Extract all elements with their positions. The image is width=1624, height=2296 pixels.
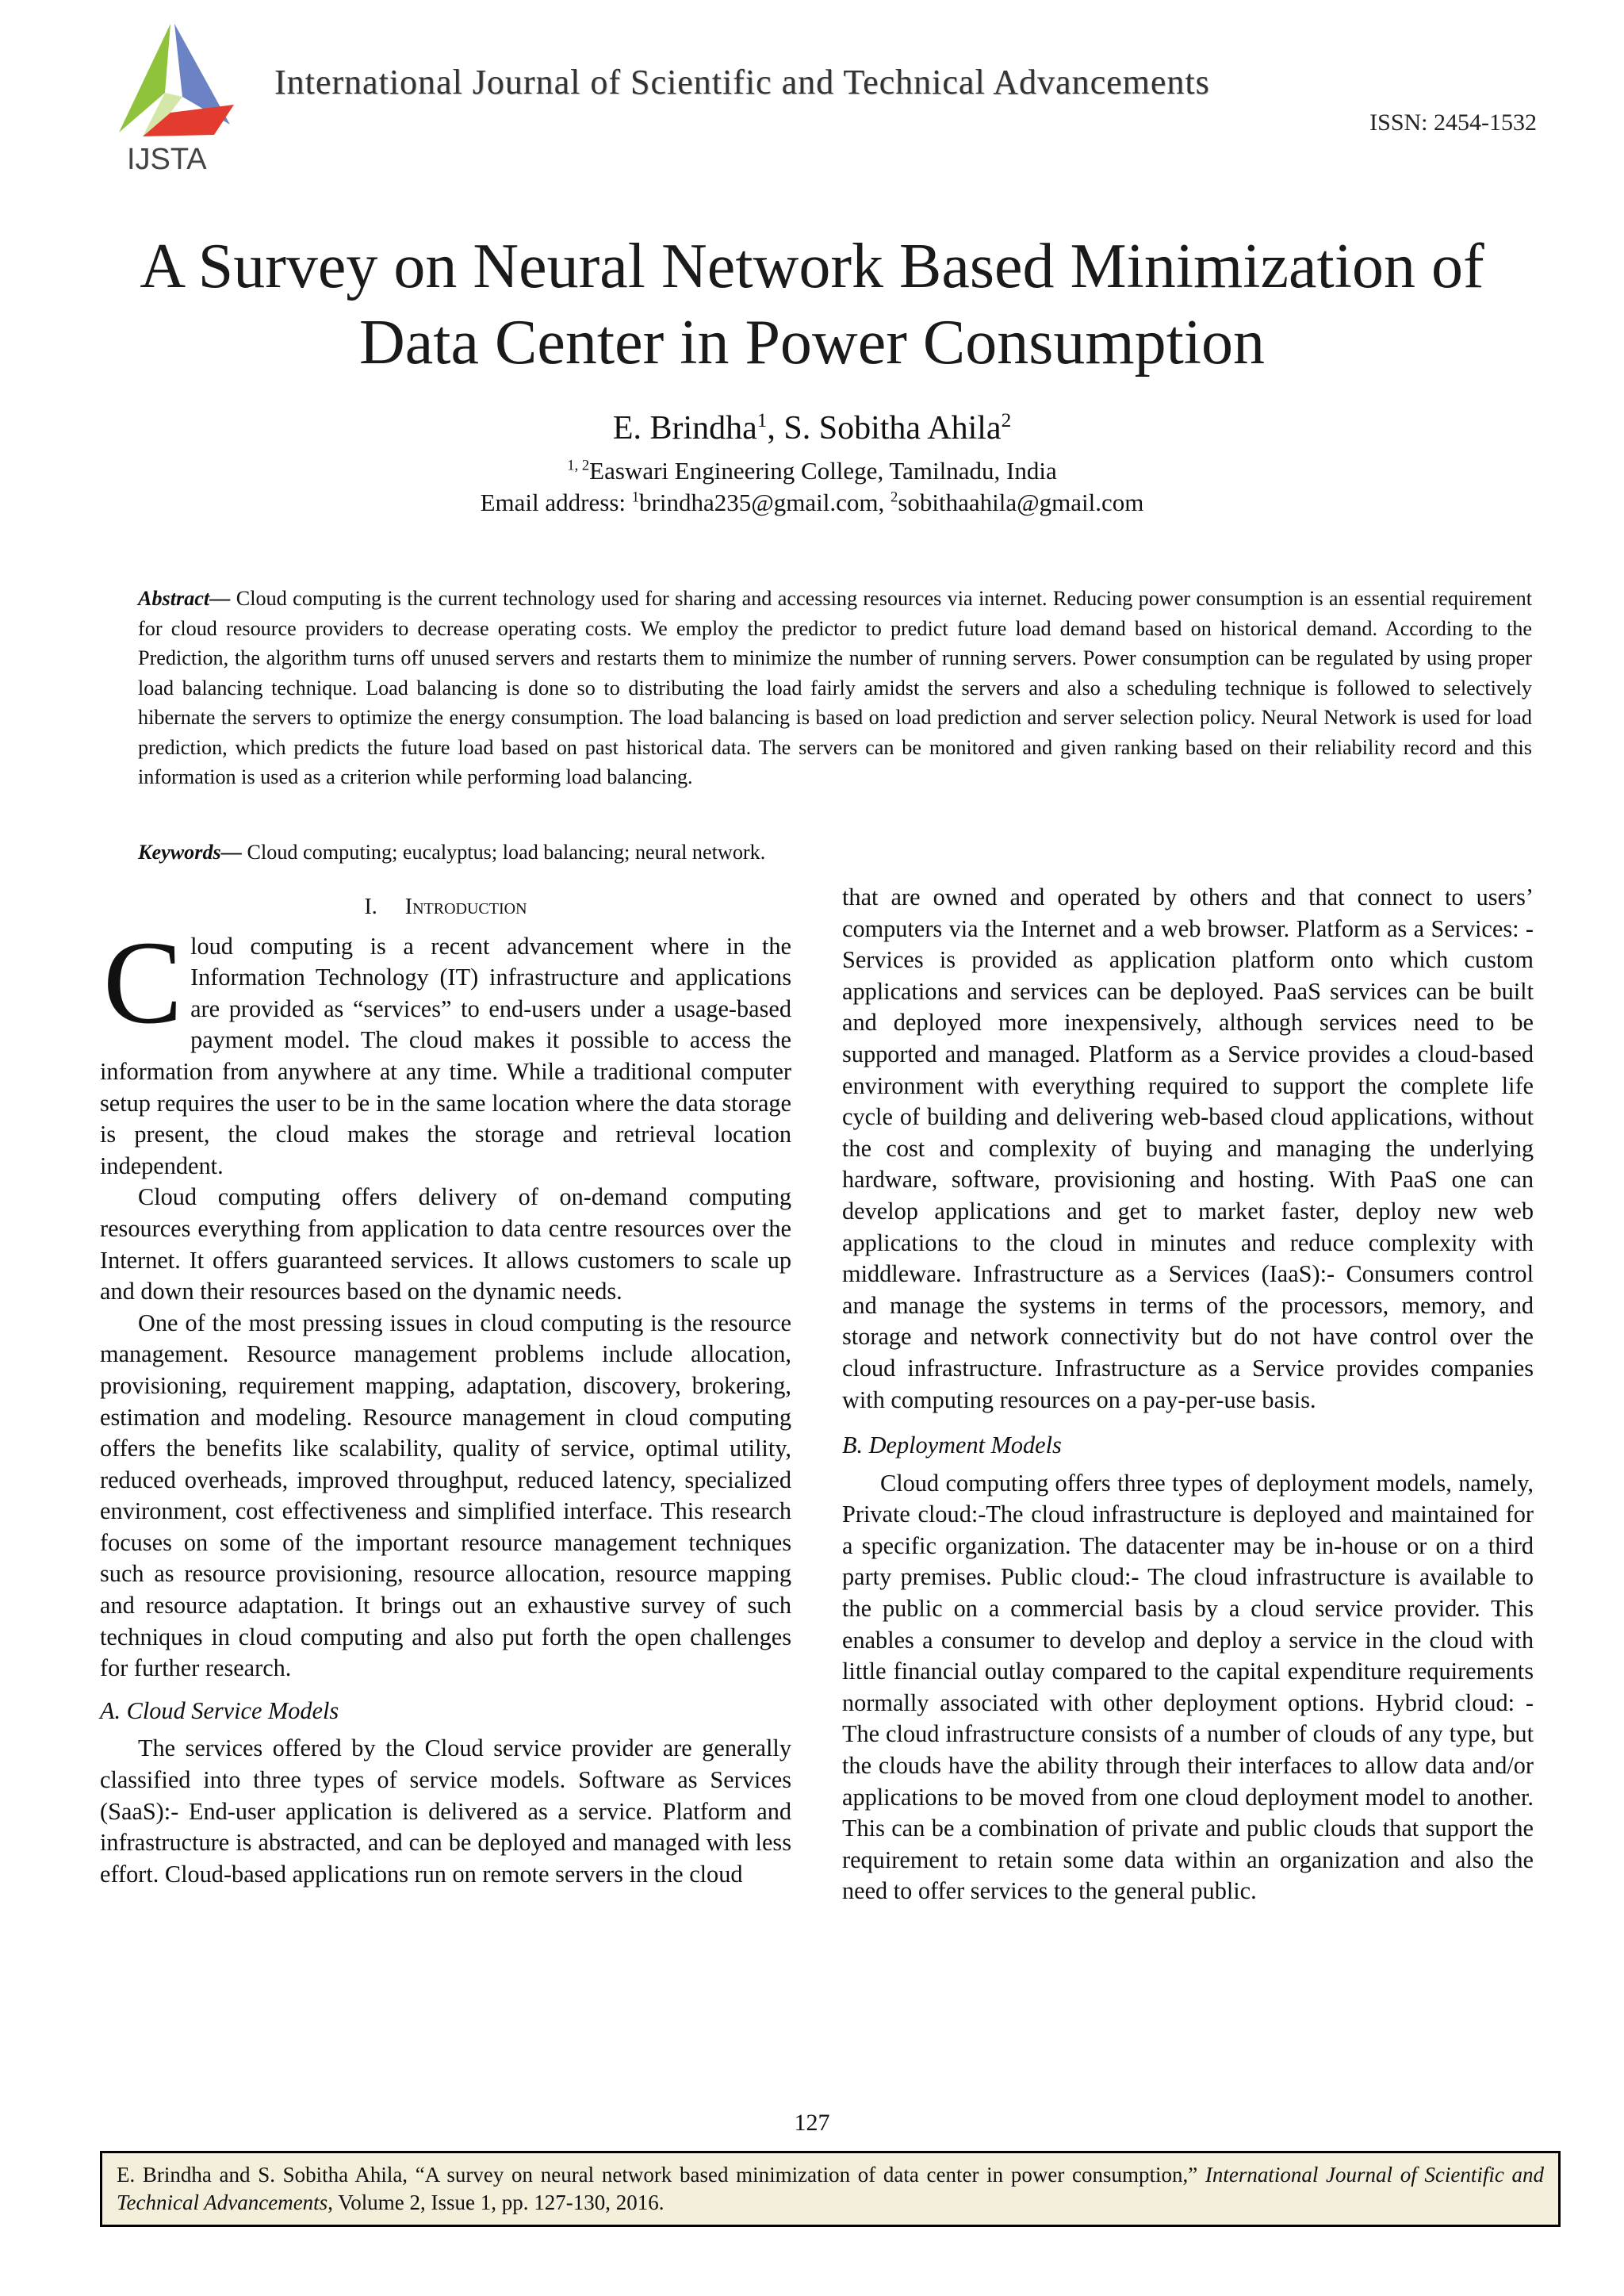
right-column — [842, 882, 1534, 1907]
keywords — [138, 838, 1532, 868]
paragraph-text: loud computing is a recent advancement where in the Information Technology (IT) infrastructure and applications are provided as “services” to end-users under a usage-based payment model. The cloud makes it possible to access the information from anywhere at any time. While a traditional computer setup requires the user to be in the same location where the data storage is present, the cloud makes the storage and retrieval location independent. — [100, 932, 791, 1179]
issn: ISSN: 2454-1532 — [1369, 109, 1537, 136]
subsection-heading-a: A. Cloud Service Models — [100, 1696, 339, 1724]
drop-cap: C — [103, 916, 183, 1048]
intro-paragraph-2: Cloud computing offers delivery of on-demand computing resources everything from application to data centre resources over the Internet. It offers guaranteed services. It allows customers to scale up and down their resources based on the dynamic needs. — [100, 1183, 791, 1305]
keywords-lead: Keywords— — [138, 841, 242, 864]
service-models-paragraph-continued: that are owned and operated by others and that connect to users’ computers via the Internet and a web browser. Platform as a Services: - Services is provided as application platform onto which custom applications and services can be deployed. PaaS services can be built and deployed more inexpensively, although services need to be supported and managed. Platform as a Service provides a cloud-based environment with everything required to support the complete life cycle of building and delivering web-based cloud applications, without the cost and complexity of buying and managing the underlying hardware, software, provisioning and hosting. With PaaS one can develop applications and get to market faster, deploy new web applications to the cloud in minutes and reduce complexity with middleware. Infrastructure as a Services (IaaS):- Consumers control and manage the systems in terms of the processors, memory, and storage and network connectivity but do not have control over the cloud infrastructure. Infrastructure as a Service provides companies with computing resources on a pay-per-use basis. — [842, 884, 1534, 1413]
section-number: I. — [364, 895, 377, 919]
paper-title — [79, 228, 1545, 381]
author-separator: , — [767, 410, 784, 447]
email-line — [0, 489, 1624, 517]
citation-details: , Volume 2, Issue 1, pp. 127-130, 2016. — [327, 2191, 665, 2214]
email-link[interactable]: brindha235@gmail.com, — [639, 489, 891, 516]
logo-text: IJSTA — [127, 143, 207, 176]
affiliation-mark: 1, 2 — [567, 457, 590, 474]
intro-paragraph-3: One of the most pressing issues in cloud computing is the resource management. Resource management problems include allocation, provisioning, requirement mapping, adaptation, discovery, brokering, estimation and modeling. Resource management in cloud computing offers the benefits like scalability, quality of service, optimal utility, reduced overheads, improved throughput, reduced latency, specialized environment, cost effectiveness and simplified interface. This research focuses on some of the important resource management techniques such as resource provisioning, resource allocation, resource mapping and resource adaptation. It brings out an exhaustive survey of such techniques in cloud computing and also put forth the open challenges for further research. — [100, 1309, 791, 1682]
page-number: 127 — [794, 2110, 830, 2136]
email-mark: 1 — [631, 489, 640, 506]
citation-box — [100, 2151, 1561, 2227]
abstract-text: Cloud computing is the current technology used for sharing and accessing resources via internet. Reducing power consumption is an essential requirement for cloud resource providers to decrease operating costs. We employ the predictor to predict future load demand based on historical demand. According to the Prediction, the algorithm turns off unused servers and restarts them to minimize the number of running servers. Power consumption can be regulated by using proper load balancing technique. Load balancing is done so to distributing the load fairly amidst the servers and also a scheduling technique is followed to selectively hibernate the servers to optimize the energy consumption. The load balancing is based on load prediction and server selection policy. Neural Network is used for load prediction, which predicts the future load based on past historical data. The servers can be monitored and given ranking based on their reliability record and this information is used as a criterion while performing load balancing. — [138, 587, 1532, 788]
affiliation — [0, 457, 1624, 485]
email-label: Email address: — [480, 489, 632, 516]
author-name: E. Brindha — [612, 410, 757, 447]
subsection-heading-b: B. Deployment Models — [842, 1432, 1062, 1459]
journal-name: International Journal of Scientific and Technical Advancements — [274, 63, 1210, 102]
author-affil-mark: 1 — [756, 410, 768, 431]
section-heading — [100, 891, 791, 923]
email-link[interactable]: sobithaahila@gmail.com — [898, 489, 1144, 516]
title-line-1: A Survey on Neural Network Based Minimization of — [140, 232, 1484, 301]
keywords-text: Cloud computing; eucalyptus; load balancing; neural network. — [241, 841, 766, 864]
author-list — [0, 409, 1624, 447]
deployment-models-paragraph: Cloud computing offers three types of deployment models, namely, Private cloud:-The cloud infrastructure is deployed and maintained for a specific organization. The datacenter may be in-house or on a third party premises. Public cloud:- The cloud infrastructure is available to the public on a commercial basis by a cloud service provider. This enables a consumer to develop and deploy a service in the cloud with little financial outlay compared to the capital expenditure requirements normally associated with other deployment options. Hybrid cloud: - The cloud infrastructure consists of a number of clouds of any type, but the clouds have the ability through their interfaces to allow data and/or applications to be moved from one cloud deployment model to another. This can be a combination of private and public clouds that support the requirement to retain some data within an organization and also the need to offer services to the general public. — [842, 1469, 1534, 1905]
citation-journal: International Journal of Scientific and Technical Advancements — [117, 2163, 1544, 2214]
affiliation-text: Easwari Engineering College, Tamilnadu, India — [589, 457, 1057, 485]
journal-logo — [95, 17, 246, 184]
author-affil-mark: 2 — [1001, 410, 1012, 431]
abstract — [138, 584, 1532, 792]
service-models-paragraph: The services offered by the Cloud service provider are generally classified into three types of service models. Software as Services (SaaS):- End-user application is delivered as a service. Platform and infrastructure is abstracted, and can be deployed and managed with less effort. Cloud-based applications run on remote servers in the cloud — [100, 1734, 791, 1888]
intro-paragraph-1 — [100, 916, 791, 1182]
citation-text: E. Brindha and S. Sobitha Ahila, “A survey on neural network based minimization of data center in power consumption,” — [117, 2163, 1205, 2187]
left-column — [100, 890, 791, 1890]
title-line-2: Data Center in Power Consumption — [358, 308, 1266, 378]
abstract-lead: Abstract— — [138, 587, 231, 610]
section-title: Introduction — [404, 895, 527, 919]
email-mark: 2 — [891, 489, 898, 506]
author-name: S. Sobitha Ahila — [783, 410, 1002, 447]
